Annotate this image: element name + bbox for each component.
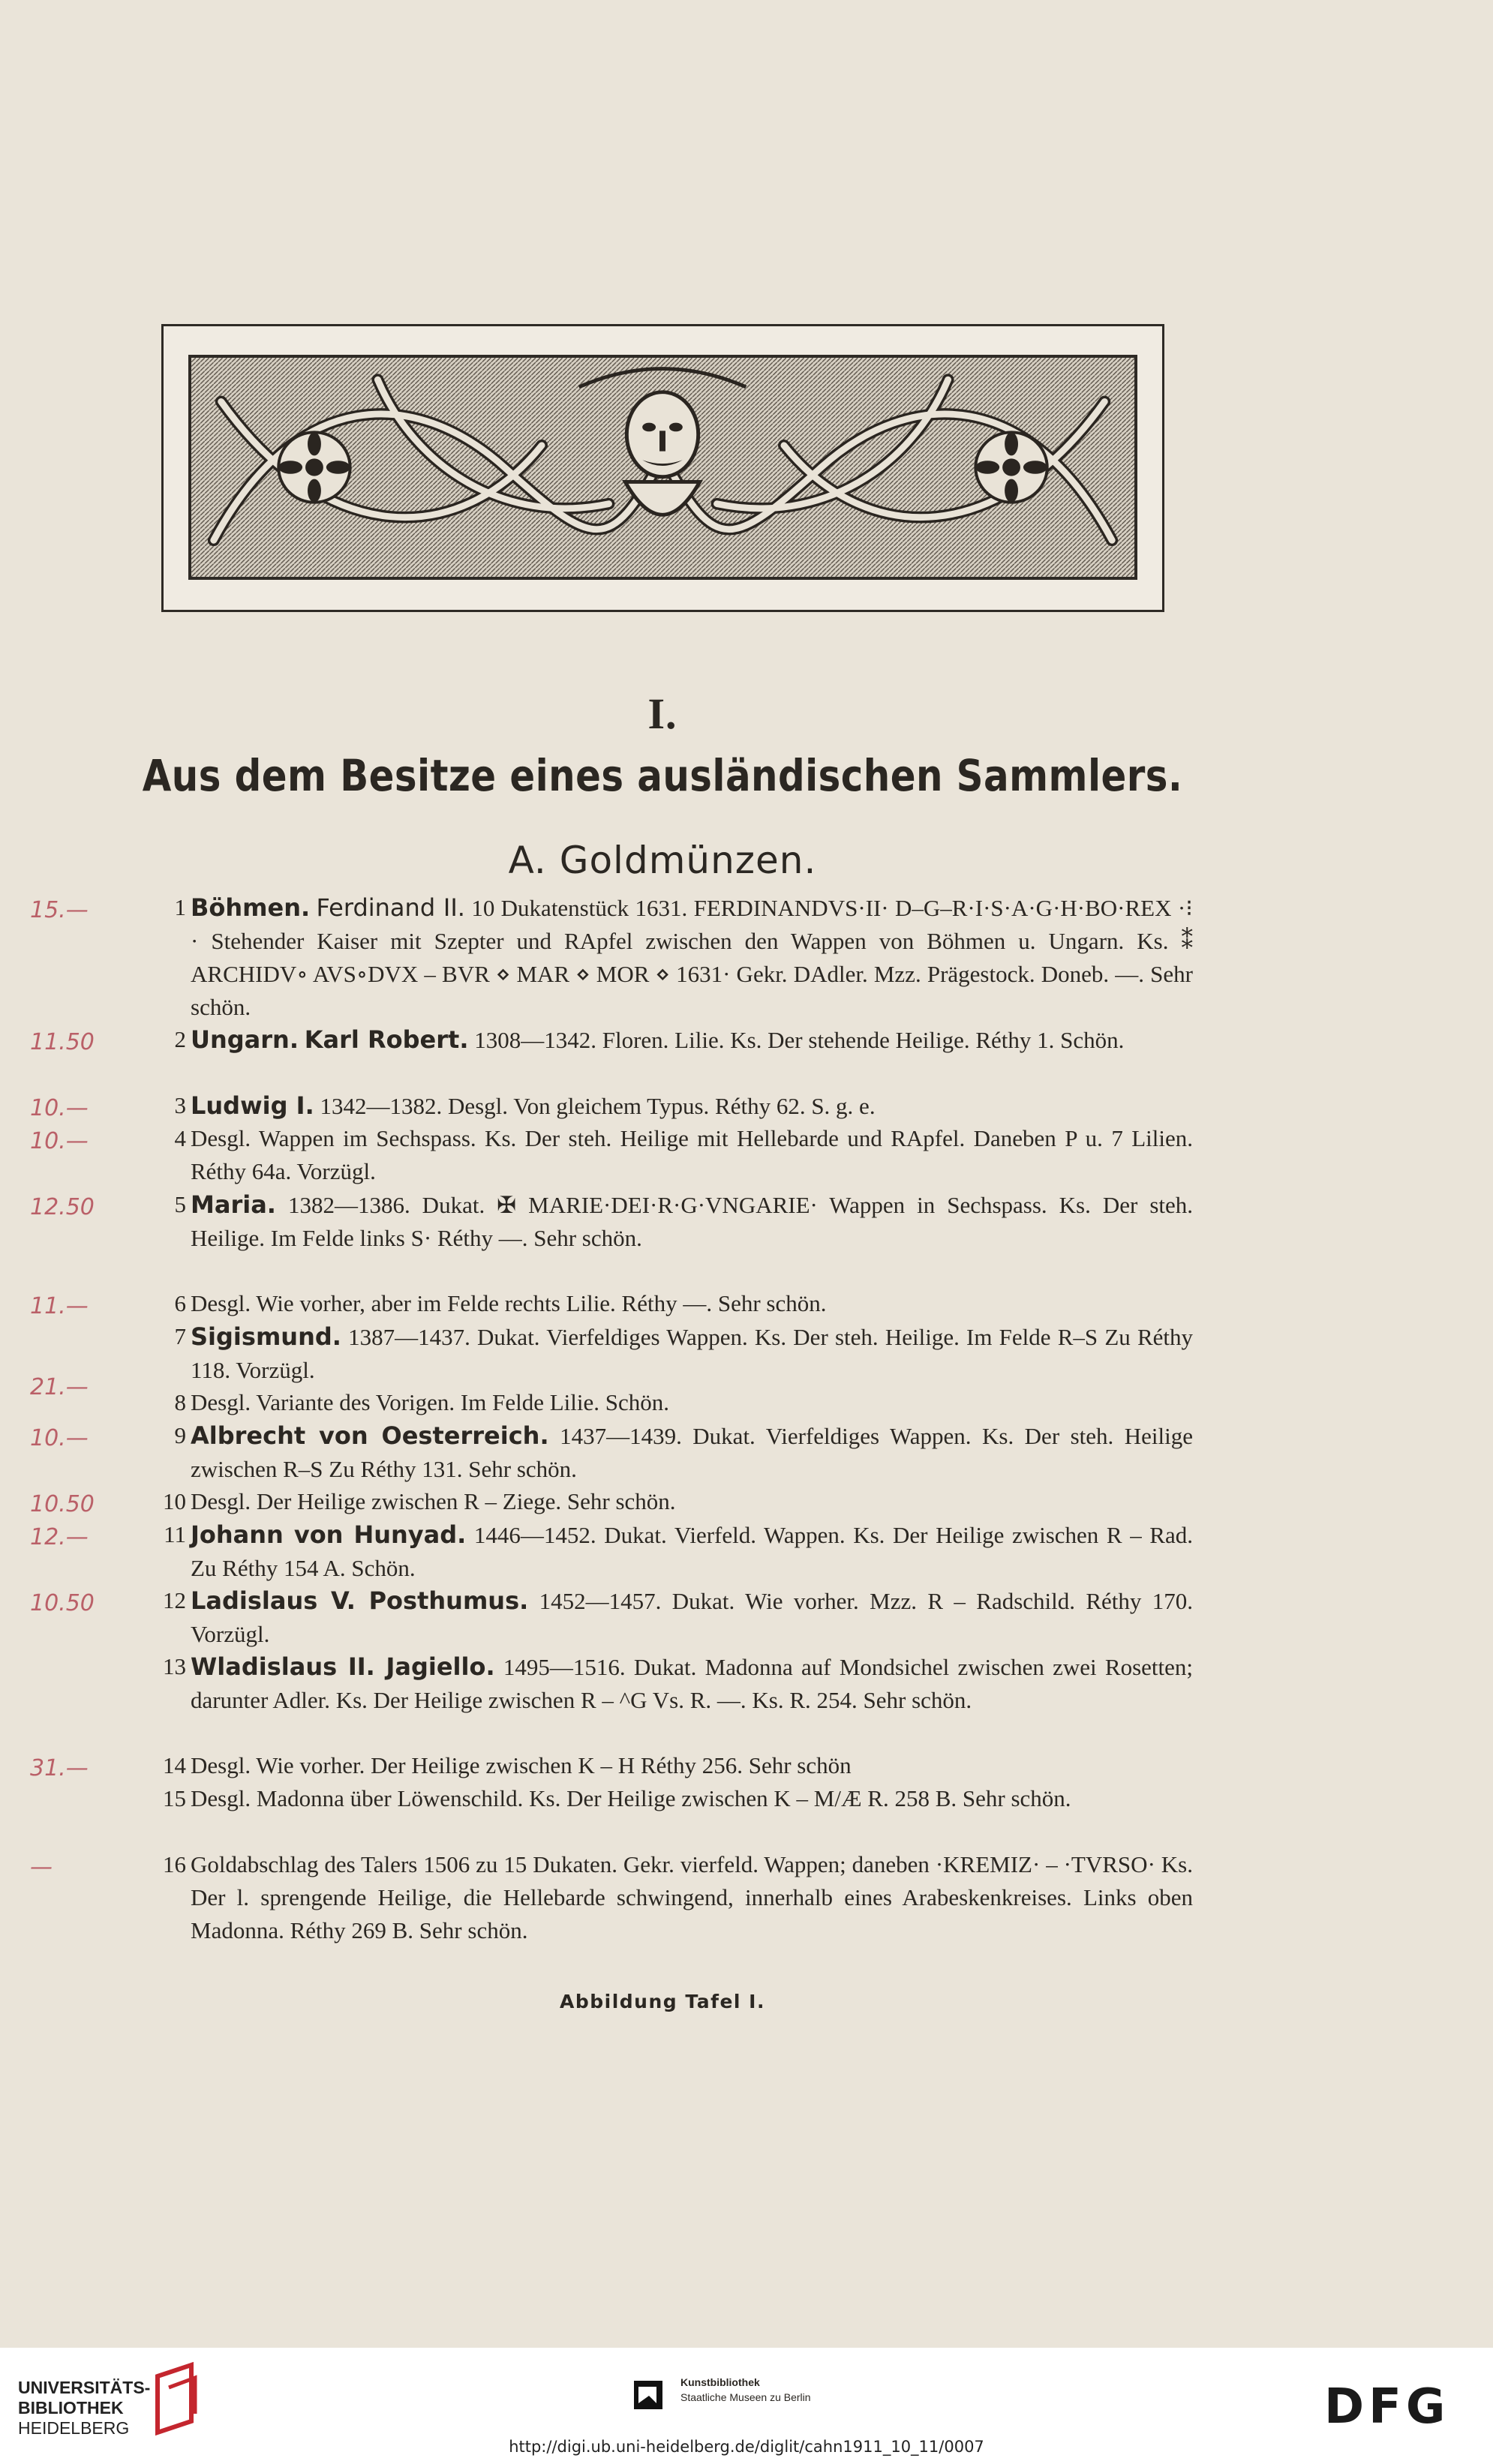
- catalog-entry: [30, 1122, 1193, 1188]
- entry-number: 12: [163, 1587, 186, 1613]
- section-title: A. Goldmünzen.: [508, 839, 817, 882]
- entry-description: 1452—1457. Dukat. Wie vorher. Mzz.: [539, 1588, 917, 1614]
- catalog-entry: [30, 1749, 1193, 1782]
- entry-number: 15: [163, 1785, 186, 1811]
- entry-ruler: Wladislaus II. Jagiello.: [191, 1652, 495, 1681]
- entry-number: 3: [174, 1092, 186, 1118]
- entry-ruler: Sigismund.: [191, 1322, 341, 1351]
- entry-ruler: Karl Robert.: [304, 1025, 469, 1054]
- entry-description: Desgl. Wie vorher, aber im Felde rechts Lilie. Réthy —. Sehr schön.: [191, 1290, 827, 1316]
- entry-number: 16: [163, 1851, 186, 1877]
- plate-reference: Abbildung Tafel I.: [560, 1991, 765, 2012]
- entry-description: 1495—1516. Dukat. Madonna auf Mondsichel: [503, 1654, 950, 1680]
- entry-number: 10: [163, 1488, 186, 1514]
- entry-description-continued: in Sechspass. Ks. Der steh. Heilige. Im Felde links S· Réthy —. Sehr schön.: [191, 1192, 1194, 1251]
- entry-ruler: Johann von Hunyad.: [191, 1520, 467, 1549]
- logo-line: HEIDELBERG: [18, 2418, 130, 2438]
- entry-ruler: Ludwig I.: [191, 1091, 314, 1120]
- catalog-entry: [30, 1584, 1194, 1650]
- handwritten-price: 11.—: [30, 1293, 89, 1319]
- catalog-entry: [30, 1287, 1193, 1320]
- university-library-logo[interactable]: [18, 2378, 150, 2438]
- entry-description: 1387—1437. Dukat. Vierfeldiges Wappen. Ks. Der steh.: [348, 1324, 879, 1350]
- entry-description-continued: D–G–R·I·S·A·G·H·BO·REX ·⁝· Stehender Kaiser mit Szepter und RApfel zwischen den Wappen von Böhmen u. Ungarn. Ks. ⁑ ARCHIDV∘ AVS∘DVX – BVR ⋄ MAR ⋄ MOR ⋄ 1631· Gekr. DAdler. Mzz. Prägestock. Doneb. —. Sehr schön.: [191, 895, 1194, 1020]
- catalog-entry: [30, 1188, 1194, 1287]
- catalog-entry: [143, 1782, 1193, 1848]
- entry-number: 4: [174, 1125, 186, 1151]
- entry-description: Desgl. Variante des Vorigen. Im Felde Lilie. Schön.: [191, 1389, 669, 1415]
- handwritten-price: 12.50: [30, 1194, 95, 1220]
- footer-bar: [0, 2348, 1493, 2464]
- entry-country: Ungarn.: [191, 1025, 299, 1054]
- catalog-entry: [143, 1650, 1193, 1749]
- catalog-entry: [30, 1023, 1193, 1089]
- entry-number: 7: [174, 1323, 186, 1349]
- catalog-entry-list: [30, 891, 1194, 1980]
- entry-number: 11: [164, 1521, 186, 1547]
- entry-description: 10 Dukatenstück 1631. FERDINANDVS·II·: [471, 895, 889, 921]
- entry-description-continued: daneben ·KREMIZ· – ·TVRSO· Ks. Der l. sprengende Heilige, die Hellebarde schwingend, innerhalb eines Arabeskenkreises. Links oben Madonna. Réthy 269 B. Sehr schön.: [191, 1851, 1193, 1943]
- entry-description: Desgl. Wappen im Sechspass. Ks. Der steh. Heilige mit Hellebarde und: [191, 1125, 882, 1151]
- entry-country: Böhmen.: [191, 893, 311, 922]
- kunstbibliothek-icon: [634, 2381, 662, 2409]
- entry-number: 14: [163, 1752, 186, 1778]
- entry-description-continued: Heilige. Réthy 1. Schön.: [895, 1027, 1125, 1053]
- handwritten-price: 12.—: [30, 1524, 89, 1550]
- entry-description-continued: RApfel. Daneben P u. 7 Lilien. Réthy 64a. Vorzügl.: [191, 1125, 1193, 1184]
- entry-description: Desgl. Der Heilige zwischen R – Ziege. Sehr schön.: [191, 1488, 676, 1514]
- permalink-url[interactable]: http://digi.ub.uni-heidelberg.de/diglit/cahn1911_10_11/0007: [509, 2438, 984, 2456]
- catalog-entry: [30, 1089, 1193, 1122]
- entry-ruler: Maria.: [191, 1190, 276, 1219]
- university-mark-icon: [150, 2361, 206, 2436]
- logo-line: Kunstbibliothek: [680, 2376, 760, 2388]
- ornament-panel: [188, 355, 1137, 580]
- entry-ruler: Ladislaus V. Posthumus.: [191, 1586, 529, 1615]
- entry-description: 1382—1386. Dukat. ✠ MARIE·DEI·R·G·VNGARIE· Wappen: [287, 1192, 906, 1218]
- entry-number: 9: [174, 1422, 186, 1448]
- entry-description: Desgl. Madonna über Löwenschild. Ks. Der Heilige zwischen K – M/Æ: [191, 1785, 862, 1811]
- entry-number: 1: [174, 894, 186, 920]
- logo-line: BIBLIOTHEK: [18, 2398, 124, 2417]
- handwritten-price: 31.—: [30, 1755, 89, 1781]
- entry-description: 1308—1342. Floren. Lilie. Ks. Der stehende: [474, 1027, 890, 1053]
- entry-description: 1342—1382. Desgl. Von gleichem Typus. Réthy 62. S. g. e.: [320, 1093, 876, 1119]
- entry-description-continued: Der Heilige zwischen R – Rad. Zu Réthy 154 A. Schön.: [191, 1522, 1193, 1581]
- handwritten-price: 10.—: [30, 1128, 89, 1154]
- page-title: Aus dem Besitze eines ausländischen Sammlers.: [142, 750, 1183, 801]
- entry-description-continued: Heilige. Im Felde R–S Zu Réthy 118. Vorzügl.: [191, 1324, 1194, 1383]
- handwritten-price: 21.—: [30, 1374, 89, 1400]
- handwritten-price: 10.—: [30, 1095, 89, 1121]
- entry-description: 1437—1439. Dukat. Vierfeldiges Wappen.: [560, 1423, 972, 1449]
- entry-number: 6: [174, 1290, 186, 1316]
- entry-description: 1446—1452. Dukat. Vierfeld. Wappen. Ks.: [473, 1522, 885, 1548]
- handwritten-price: 10.50: [30, 1491, 95, 1517]
- handwritten-price: 10.—: [30, 1425, 89, 1451]
- catalog-entry: [30, 1374, 1193, 1419]
- ornamental-headpiece: [161, 324, 1164, 612]
- handwritten-price: 15.—: [30, 897, 89, 923]
- logo-line: UNIVERSITÄTS-: [18, 2378, 151, 2397]
- handwritten-price: 10.50: [30, 1590, 95, 1616]
- entry-number: 5: [174, 1191, 186, 1217]
- catalog-entry: [30, 1485, 1193, 1518]
- entry-number: 2: [174, 1026, 186, 1052]
- catalog-entry: [30, 891, 1194, 1023]
- entry-number: 8: [174, 1389, 186, 1415]
- handwritten-price: —: [30, 1854, 53, 1880]
- entry-description: Goldabschlag des Talers 1506 zu 15 Dukaten. Gekr. vierfeld. Wappen;: [191, 1851, 846, 1877]
- entry-number: 13: [163, 1653, 186, 1679]
- catalog-entry: [30, 1848, 1193, 1980]
- entry-description-continued: zwischen zwei Rosetten; darunter Adler. Ks. Der Heilige zwischen R – ^G Vs. R. —. Ks. R. 254. Sehr schön.: [191, 1654, 1193, 1713]
- catalog-entry: [30, 1419, 1194, 1485]
- ornament-illustration: [191, 358, 1134, 577]
- entry-ruler: Albrecht von Oesterreich.: [191, 1421, 549, 1450]
- catalog-entry: [143, 1320, 1193, 1386]
- entry-ruler: Ferdinand II.: [316, 893, 465, 922]
- entry-description: Desgl. Wie vorher. Der Heilige zwischen K – H Réthy 256. Sehr schön: [191, 1752, 852, 1778]
- entry-description-continued: R – Radschild. Réthy 170. Vorzügl.: [191, 1588, 1194, 1647]
- dfg-logo[interactable]: DFG: [1324, 2379, 1450, 2435]
- catalog-entry: [30, 1518, 1193, 1584]
- logo-line: Staatliche Museen zu Berlin: [680, 2391, 811, 2403]
- entry-description-continued: R. 258 B. Sehr schön.: [867, 1785, 1071, 1811]
- part-number: I.: [647, 689, 677, 738]
- entry-description-continued: Ks. Der steh. Heilige zwischen R–S Zu Réthy 131. Sehr schön.: [191, 1423, 1194, 1482]
- handwritten-price: 11.50: [30, 1029, 95, 1055]
